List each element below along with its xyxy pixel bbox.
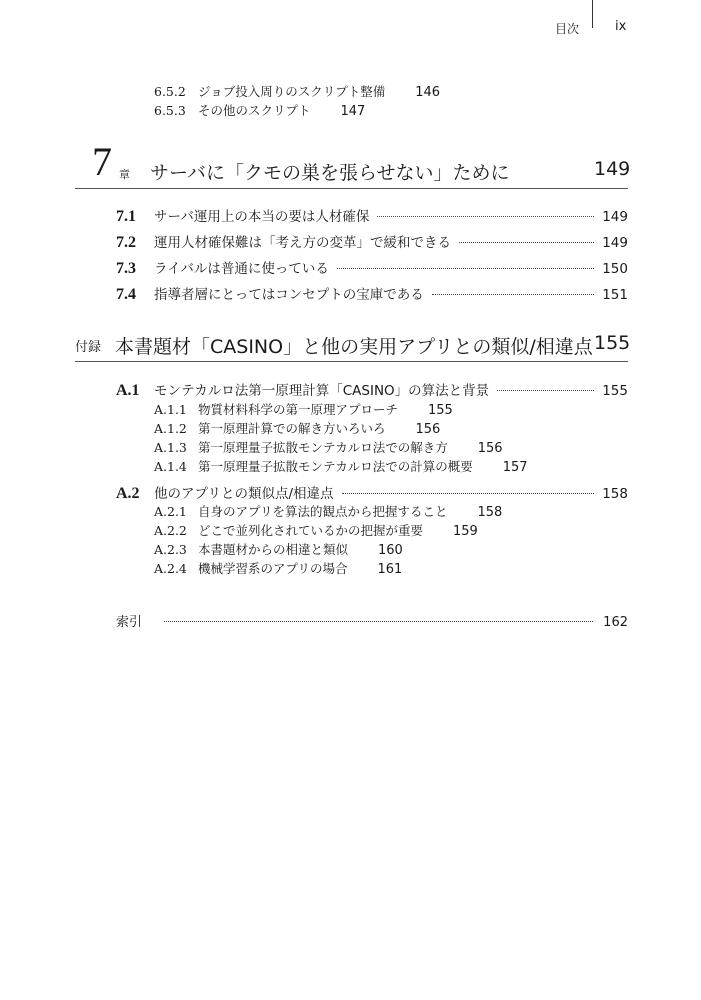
- section-title: 指導者層にとってはコンセプトの宝庫である: [154, 287, 424, 303]
- leader-dots: [459, 242, 594, 243]
- leader-dots: [432, 294, 594, 295]
- toc-subsection-6-5-2[interactable]: [154, 82, 440, 100]
- section-page: 149: [602, 209, 628, 225]
- subsection-number: 6.5.2: [154, 84, 186, 99]
- subsection-number: A.2.3: [154, 542, 187, 557]
- section-number: 7.2: [116, 234, 136, 251]
- subsection-title: 本書題材からの相違と類似: [197, 542, 348, 557]
- section-number: A.1: [116, 382, 140, 399]
- toc-subsection-a-2-1[interactable]: [154, 502, 502, 520]
- subsection-page: 147: [340, 104, 366, 119]
- appendix-page: 155: [594, 332, 631, 354]
- subsection-page: 146: [415, 85, 441, 100]
- toc-subsection-6-5-3[interactable]: [154, 101, 365, 119]
- running-header-section: 目次: [555, 22, 580, 36]
- index-title: 索引: [116, 615, 143, 630]
- toc-section-7-3[interactable]: [116, 257, 628, 278]
- section-title: サーバ運用上の本当の要は人材確保: [154, 209, 370, 225]
- section-title: 運用人材確保難は「考え方の変革」で緩和できる: [154, 235, 451, 251]
- chapter-number: 7: [92, 139, 112, 184]
- chapter-page: 149: [594, 158, 631, 180]
- chapter-label: 章: [119, 168, 130, 181]
- chapter-rule: [75, 188, 628, 189]
- subsection-number: A.2.1: [154, 504, 187, 519]
- subsection-page: 161: [377, 562, 403, 577]
- index-page: 162: [603, 615, 628, 630]
- leader-dots: [342, 493, 595, 494]
- toc-subsection-a-1-4[interactable]: [154, 457, 528, 475]
- subsection-number: A.1.3: [154, 440, 187, 455]
- toc-section-7-2[interactable]: [116, 231, 628, 252]
- subsection-number: A.1.4: [154, 459, 187, 474]
- subsection-page: 156: [477, 441, 503, 456]
- section-number: 7.4: [116, 286, 136, 303]
- section-page: 158: [602, 486, 628, 502]
- toc-subsection-a-1-3[interactable]: [154, 438, 503, 456]
- toc-index-entry[interactable]: [116, 611, 628, 630]
- subsection-title: 機械学習系のアプリの場合: [197, 561, 348, 576]
- leader-dots: [497, 390, 594, 391]
- subsection-title: 自身のアプリを算法的観点から把握すること: [197, 504, 448, 519]
- section-number: A.2: [116, 485, 140, 502]
- subsection-page: 160: [377, 543, 403, 558]
- subsection-title: 第一原理計算での解き方いろいろ: [197, 421, 386, 436]
- toc-section-7-1[interactable]: [116, 205, 628, 226]
- appendix-label: 付録: [75, 340, 102, 355]
- subsection-page: 159: [452, 524, 478, 539]
- subsection-number: A.1.1: [154, 402, 187, 417]
- section-title: モンテカルロ法第一原理計算「CASINO」の算法と背景: [154, 383, 490, 399]
- appendix-title[interactable]: 本書題材「CASINO」と他の実用アプリとの類似/相違点: [115, 336, 593, 358]
- subsection-title: 第一原理量子拡散モンテカルロ法での解き方: [197, 440, 448, 455]
- toc-section-a-2[interactable]: [116, 482, 628, 503]
- section-page: 150: [602, 261, 628, 277]
- toc-subsection-a-2-2[interactable]: [154, 521, 478, 539]
- subsection-title: 第一原理量子拡散モンテカルロ法での計算の概要: [197, 459, 473, 474]
- section-number: 7.1: [116, 208, 136, 225]
- running-header-page-number: ix: [615, 19, 627, 34]
- toc-subsection-a-1-2[interactable]: [154, 419, 440, 437]
- subsection-number: 6.5.3: [154, 103, 186, 118]
- toc-subsection-a-1-1[interactable]: [154, 400, 453, 418]
- subsection-number: A.1.2: [154, 421, 187, 436]
- subsection-page: 158: [477, 505, 503, 520]
- toc-subsection-a-2-3[interactable]: [154, 540, 403, 558]
- subsection-title: その他のスクリプト: [197, 103, 311, 118]
- subsection-page: 157: [502, 460, 528, 475]
- appendix-rule: [75, 361, 628, 362]
- subsection-page: 156: [415, 422, 441, 437]
- subsection-title: 物質材料科学の第一原理アプローチ: [197, 402, 398, 417]
- header-divider: [592, 0, 593, 28]
- section-page: 151: [602, 287, 628, 303]
- section-title: ライバルは普通に使っている: [154, 261, 329, 277]
- toc-section-a-1[interactable]: [116, 379, 628, 400]
- leader-dots: [164, 621, 593, 622]
- toc-section-7-4[interactable]: [116, 283, 628, 304]
- section-page: 155: [602, 383, 628, 399]
- section-title: 他のアプリとの類似点/相違点: [154, 486, 334, 502]
- subsection-title: ジョブ投入周りのスクリプト整備: [197, 84, 386, 99]
- leader-dots: [337, 268, 594, 269]
- subsection-number: A.2.4: [154, 561, 187, 576]
- section-number: 7.3: [116, 260, 136, 277]
- chapter-title[interactable]: サーバに「クモの巣を張らせない」ために: [150, 162, 510, 184]
- subsection-title: どこで並列化されているかの把握が重要: [197, 523, 423, 538]
- section-page: 149: [602, 235, 628, 251]
- leader-dots: [377, 216, 594, 217]
- subsection-page: 155: [427, 403, 453, 418]
- toc-subsection-a-2-4[interactable]: [154, 559, 402, 577]
- subsection-number: A.2.2: [154, 523, 187, 538]
